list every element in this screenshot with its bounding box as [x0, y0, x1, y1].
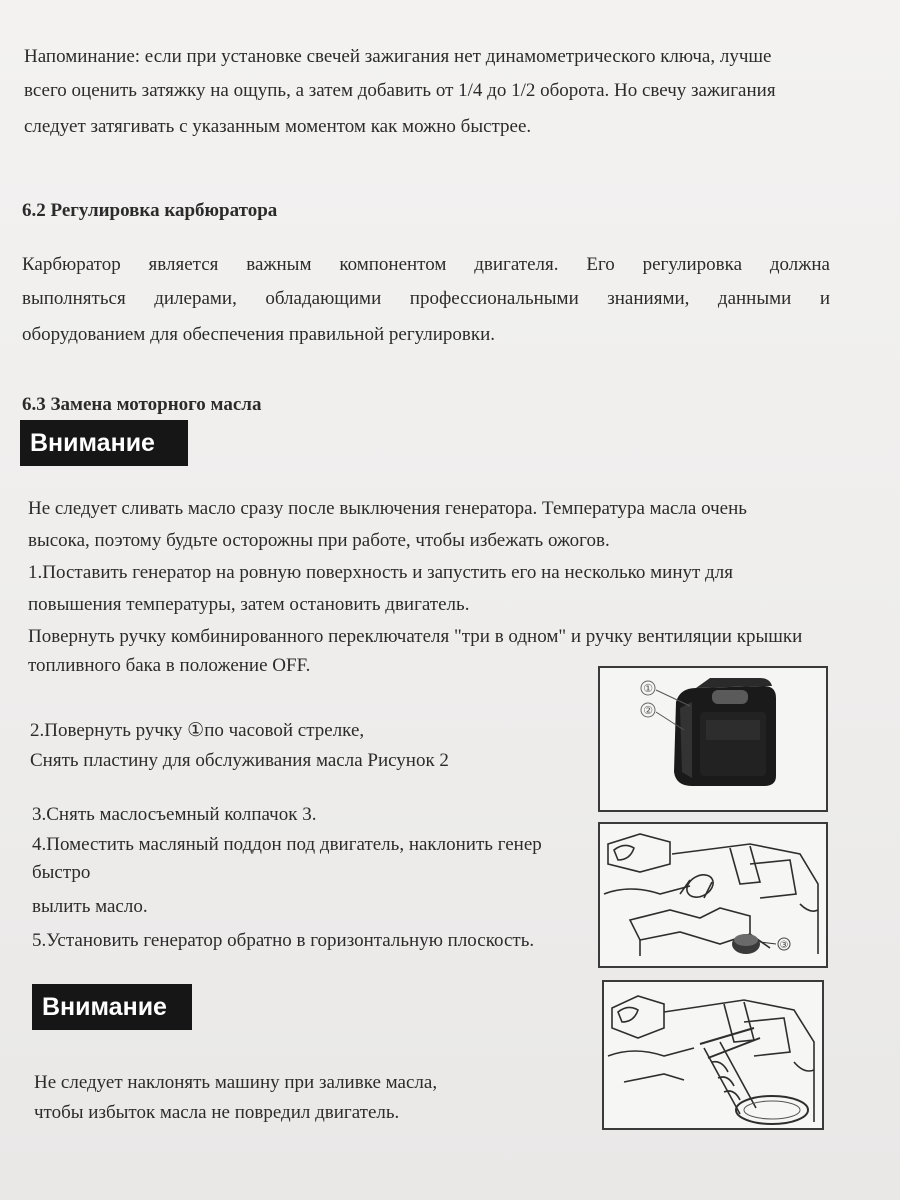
warning-badge-1: Внимание [20, 420, 188, 466]
figure-oil-drain [602, 980, 824, 1130]
figure-oil-cap [598, 822, 828, 968]
oil-cap-illustration [600, 824, 826, 966]
carburetor-line-3: оборудованием для обеспечения правильной регулировки. [22, 324, 496, 345]
warning-1-line-2: высока, поэтому будьте осторожны при работе, чтобы избежать ожогов. [28, 530, 610, 551]
callout-1: ① [643, 682, 653, 695]
step-1-line-1: 1.Поставить генератор на ровную поверхность и запустить его на несколько минут для [28, 562, 733, 583]
step-4-line-2: быстро [32, 862, 91, 883]
figure-generator [598, 666, 828, 812]
section-6-3-heading: 6.3 Замена моторного масла [22, 394, 262, 415]
oil-drain-illustration [604, 982, 822, 1128]
carburetor-line-2: выполняться дилерами, обладающими профессиональными знаниями, данными и [22, 288, 830, 309]
callout-2: ② [643, 704, 653, 717]
warning-badge-2: Внимание [32, 984, 192, 1030]
warning-2-line-1: Не следует наклонять машину при заливке масла, [34, 1072, 438, 1093]
step-4-line-3: вылить масло. [32, 896, 148, 917]
step-4-line-1: 4.Поместить масляный поддон под двигатель, наклонить генер [32, 834, 542, 855]
reminder-line-1: Напоминание: если при установке свечей зажигания нет динамометрического ключа, лучше [24, 46, 772, 67]
callout-3: ③ [779, 940, 789, 951]
step-3: 3.Снять маслосъемный колпачок 3. [32, 804, 317, 825]
reminder-line-2: всего оценить затяжку на ощупь, а затем добавить от 1/4 до 1/2 оборота. Но свечу зажигания [24, 80, 776, 101]
step-1-line-3: Повернуть ручку комбинированного переключателя "три в одном" и ручку вентиляции крышки [28, 626, 803, 647]
step-2-line-1: 2.Повернуть ручку ①по часовой стрелке, [30, 720, 365, 741]
step-1-line-2: повышения температуры, затем остановить двигатель. [28, 594, 470, 615]
step-2-line-2: Снять пластину для обслуживания масла Рисунок 2 [30, 750, 449, 771]
generator-illustration [600, 668, 826, 810]
warning-1-line-1: Не следует сливать масло сразу после выключения генератора. Температура масла очень [28, 498, 747, 519]
warning-2-line-2: чтобы избыток масла не повредил двигатель. [34, 1102, 400, 1123]
step-1-line-4: топливного бака в положение OFF. [28, 655, 311, 676]
reminder-line-3: следует затягивать с указанным моментом как можно быстрее. [24, 116, 532, 137]
carburetor-line-1: Карбюратор является важным компонентом двигателя. Его регулировка должна [22, 254, 830, 275]
step-5: 5.Установить генератор обратно в горизонтальную плоскость. [32, 930, 535, 951]
section-6-2-heading: 6.2 Регулировка карбюратора [22, 200, 278, 221]
